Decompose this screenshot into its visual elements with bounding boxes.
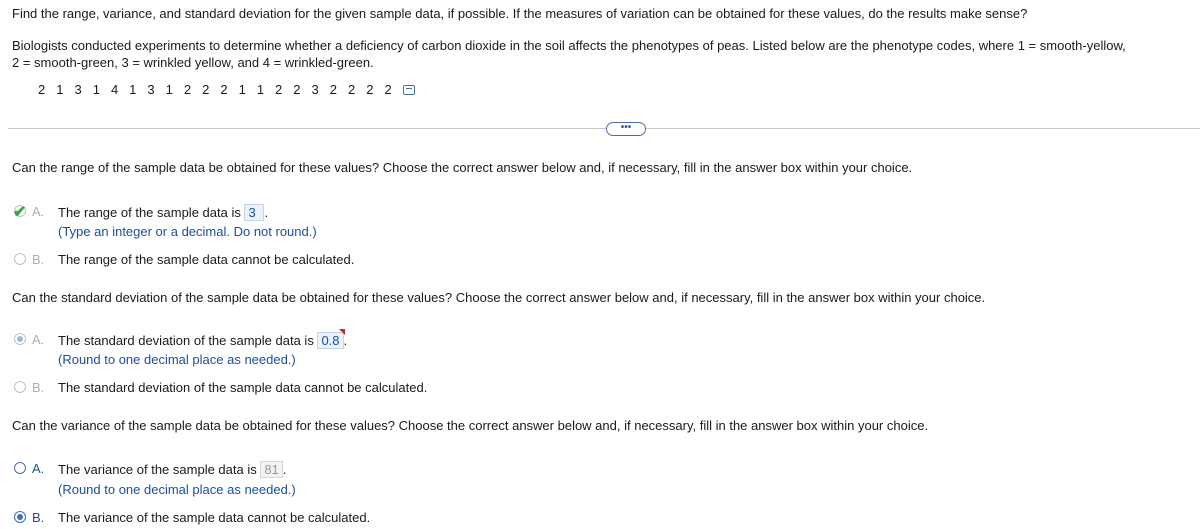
- sample-data-row: [38, 82, 415, 97]
- data-value: 2: [38, 82, 46, 97]
- data-value: 1: [256, 82, 265, 97]
- range-b-text: The range of the sample data cannot be calculated.: [58, 252, 355, 267]
- range-b-radio[interactable]: [14, 253, 26, 265]
- data-value: 1: [56, 82, 64, 97]
- data-value: 2: [183, 82, 192, 97]
- stdev-b-radio[interactable]: [14, 381, 26, 393]
- variance-a-letter: A.: [32, 461, 45, 476]
- stdev-answer-box[interactable]: [317, 332, 343, 349]
- variance-answer-box[interactable]: 81: [260, 461, 282, 478]
- stdev-a-text: The standard deviation of the sample data is: [58, 333, 314, 348]
- data-value: 2: [366, 82, 374, 97]
- variance-b-text: The variance of the sample data cannot be calculated.: [58, 510, 371, 525]
- stdev-a-text-wrap: The standard deviation of the sample data is 0.8 .: [58, 332, 347, 349]
- context-line-2: 2 = smooth-green, 3 = wrinkled yellow, and 4 = wrinkled-green.: [12, 55, 374, 70]
- variance-a-hint: (Round to one decimal place as needed.): [58, 482, 296, 497]
- data-value: 1: [129, 82, 137, 97]
- incorrect-flag-icon: [339, 329, 345, 335]
- variance-a-text-wrap: The variance of the sample data is 81 .: [58, 462, 287, 477]
- context-line-1: Biologists conducted experiments to determine whether a deficiency of carbon dioxide in the soil affects the phenotypes of peas. Listed below are the phenotype codes, where 1 = smooth-yellow,: [12, 38, 1126, 53]
- data-value: 2: [384, 82, 392, 97]
- variance-a-radio[interactable]: [14, 462, 26, 474]
- range-a-hint: (Type an integer or a decimal. Do not round.): [58, 224, 317, 239]
- data-value: 1: [165, 82, 173, 97]
- range-a-text: The range of the sample data is: [58, 205, 241, 220]
- data-value: 2: [347, 82, 356, 97]
- question-intro: Find the range, variance, and standard deviation for the given sample data, if possible. If the measures of variation can be obtained for these values, do the results make sense?: [12, 6, 1028, 21]
- stdev-a-letter: A.: [32, 332, 45, 347]
- range-a-letter: A.: [32, 204, 45, 219]
- stdev-a-radio[interactable]: [14, 333, 26, 345]
- variance-b-letter: B.: [32, 510, 45, 525]
- data-value: 3: [74, 82, 82, 97]
- data-value: 2: [220, 82, 228, 97]
- data-value: 3: [147, 82, 155, 97]
- range-prompt: Can the range of the sample data be obtained for these values? Choose the correct answer below and, if necessary, fill in the answer box within your choice.: [12, 160, 913, 175]
- data-value: 2: [329, 82, 337, 97]
- stdev-prompt: Can the standard deviation of the sample data be obtained for these values? Choose the correct answer below and, if necessary, fill in the answer box within your choice.: [12, 290, 986, 305]
- data-value: 4: [110, 82, 119, 97]
- data-value: 2: [202, 82, 210, 97]
- data-value: 3: [311, 82, 319, 97]
- range-answer-box[interactable]: 3: [244, 204, 264, 221]
- copy-data-icon[interactable]: [403, 85, 415, 95]
- range-a-text-wrap: The range of the sample data is 3 .: [58, 205, 269, 220]
- data-value: 1: [238, 82, 246, 97]
- variance-prompt: Can the variance of the sample data be obtained for these values? Choose the correct answer below and, if necessary, fill in the answer box within your choice.: [12, 418, 929, 433]
- section-divider: [8, 128, 1200, 129]
- more-options-button[interactable]: •••: [606, 122, 646, 136]
- stdev-b-text: The standard deviation of the sample data cannot be calculated.: [58, 380, 428, 395]
- checkmark-icon: ✔: [13, 204, 27, 221]
- variance-b-radio[interactable]: [14, 511, 26, 523]
- data-value: 2: [275, 82, 283, 97]
- stdev-b-letter: B.: [32, 380, 45, 395]
- range-b-letter: B.: [32, 252, 45, 267]
- variance-a-text: The variance of the sample data is: [58, 462, 257, 477]
- stdev-answer-value: 0.8: [321, 333, 340, 348]
- data-value: 1: [92, 82, 100, 97]
- question-context: [12, 37, 1126, 71]
- stdev-a-hint: (Round to one decimal place as needed.): [58, 352, 296, 367]
- data-value: 2: [293, 82, 301, 97]
